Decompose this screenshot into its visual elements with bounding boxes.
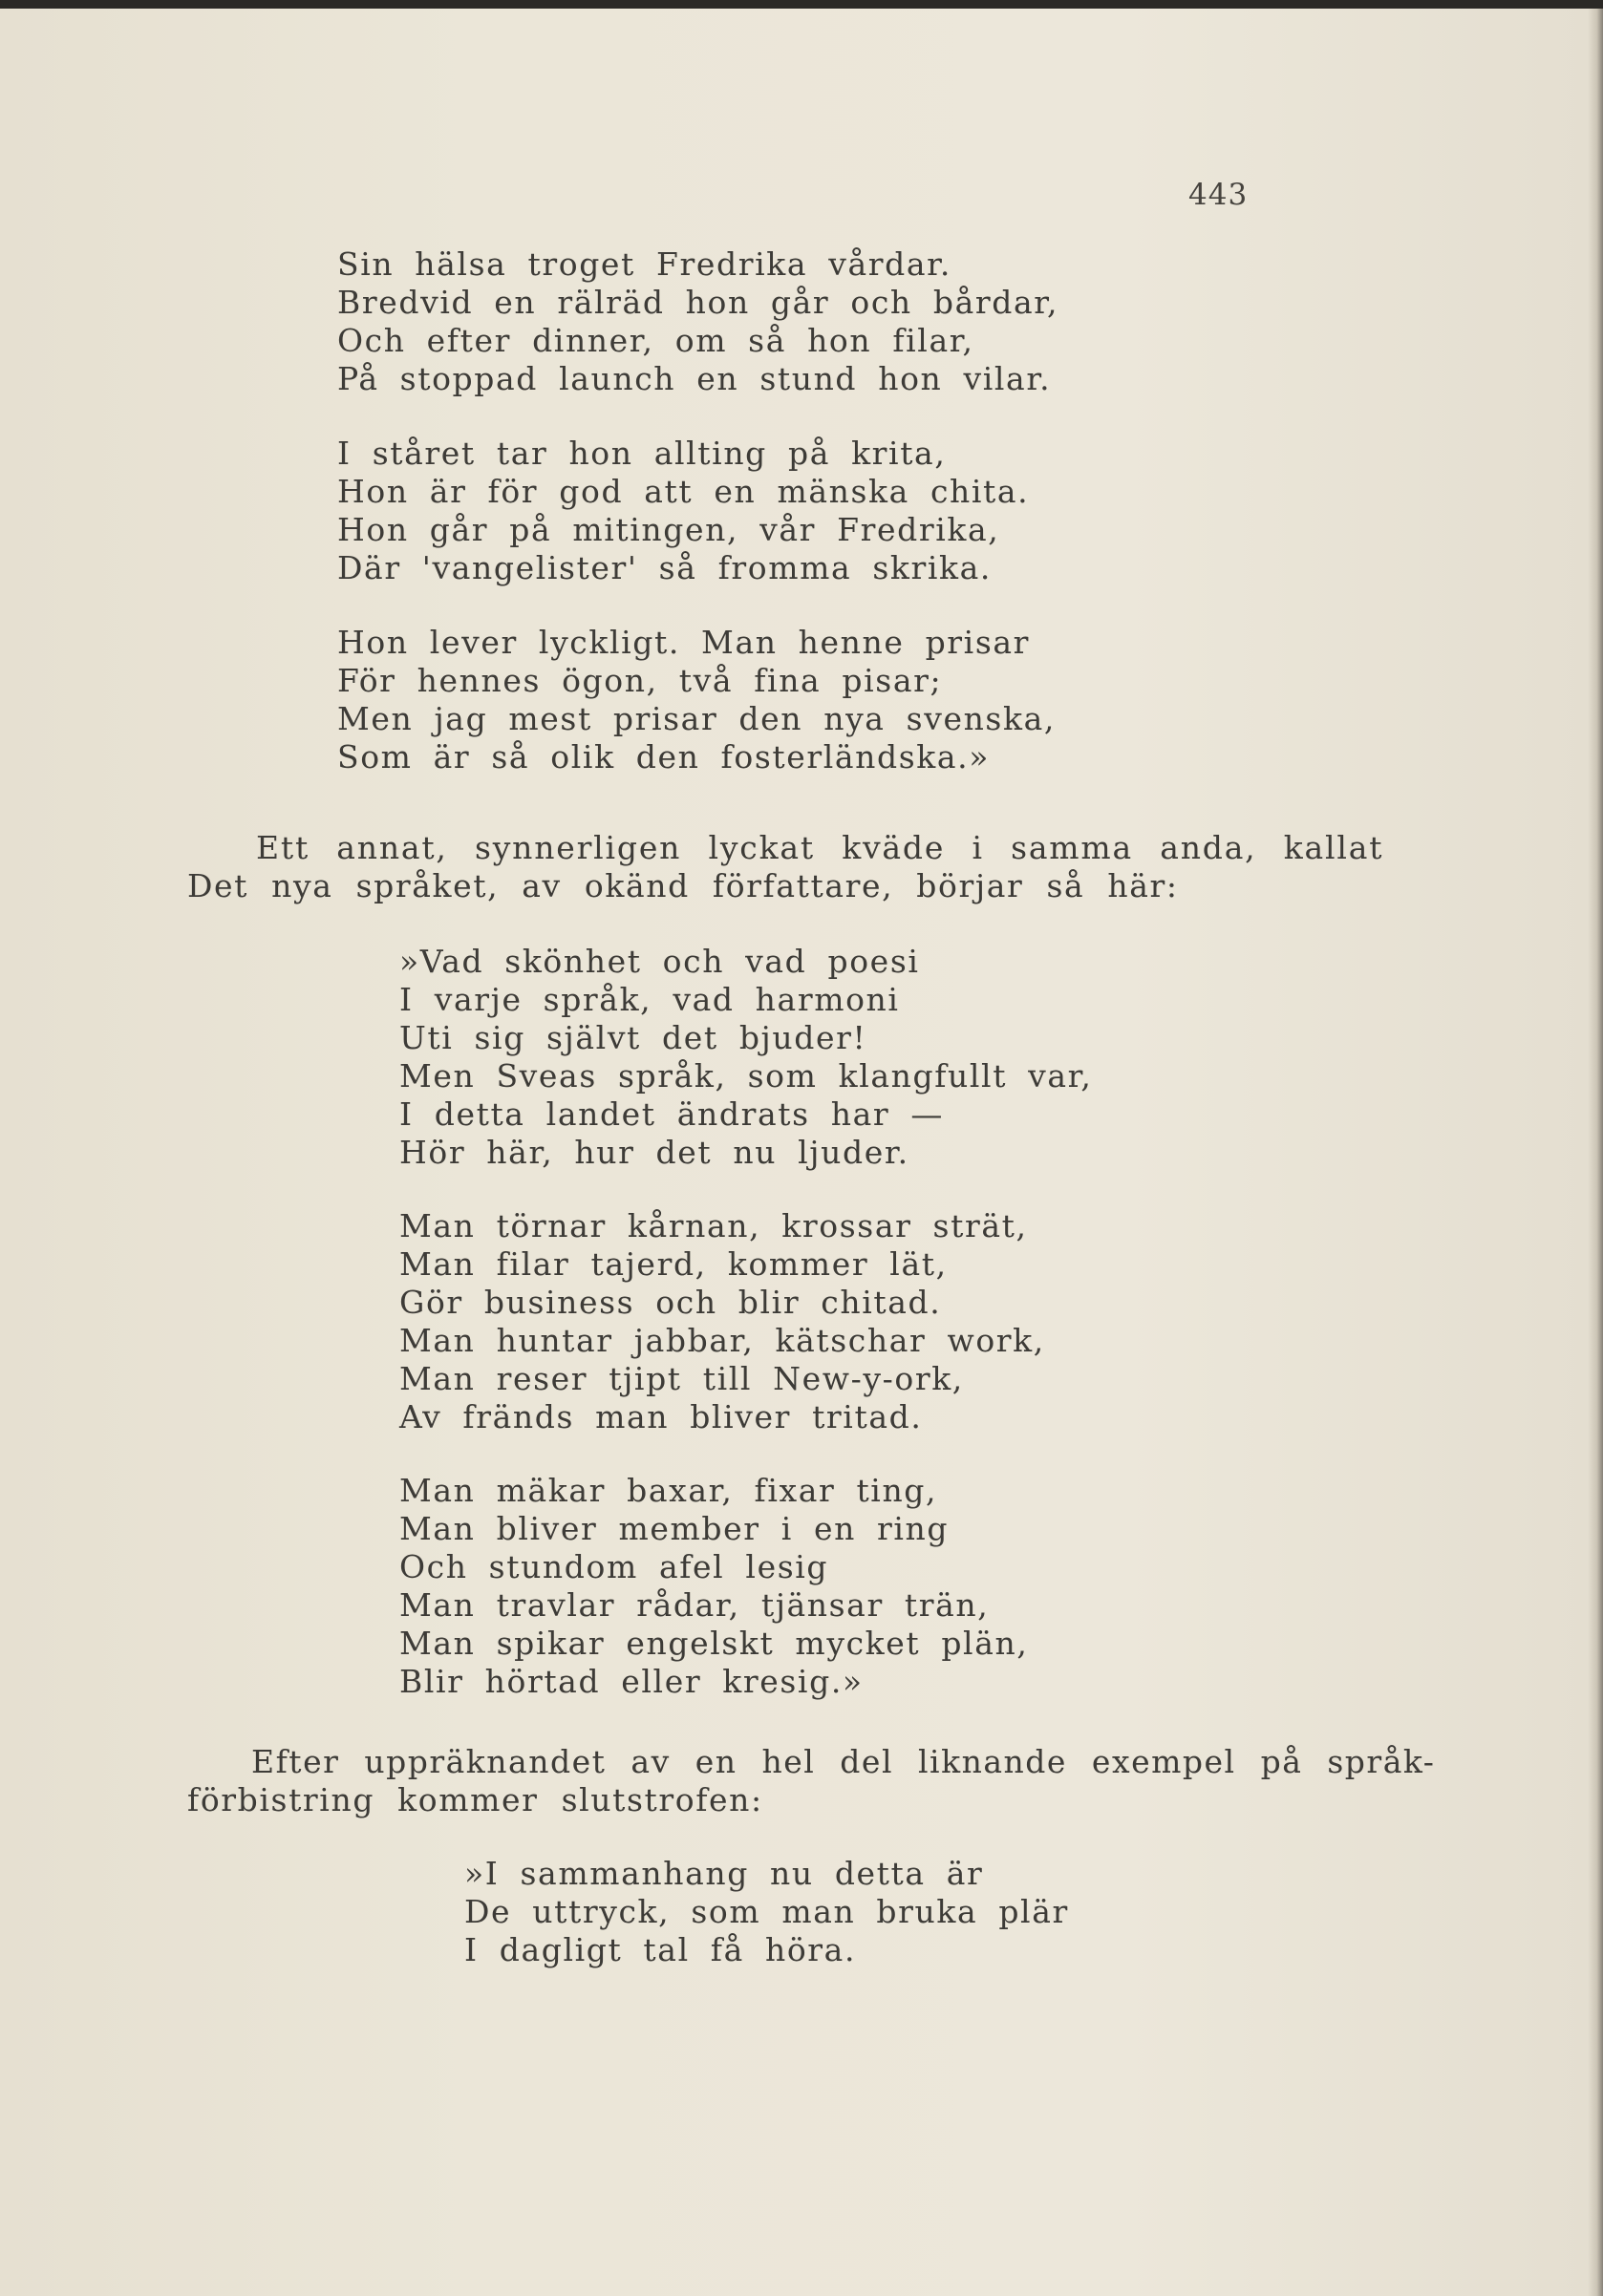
poem-line: Hon är för god att en mänska chita. <box>337 473 1030 510</box>
poem-line: Och stundom afel lesig <box>399 1548 829 1585</box>
poem-line: Hör här, hur det nu ljuder. <box>399 1134 909 1171</box>
poem-line: Och efter dinner, om så hon filar, <box>337 322 974 359</box>
poem-line: Man huntar jabbar, kätschar work, <box>399 1322 1045 1359</box>
poem-line: De uttryck, som man bruka plär <box>464 1893 1069 1930</box>
poem-line: På stoppad launch en stund hon vilar. <box>337 360 1052 397</box>
prose-line: Efter uppräknandet av en hel del liknande exempel på språk- <box>251 1743 1436 1780</box>
poem-line: Men Sveas språk, som klangfullt var, <box>399 1057 1093 1095</box>
poem-line: I detta landet ändrats har — <box>399 1095 944 1133</box>
poem-line: Man reser tjipt till New-y-ork, <box>399 1360 964 1397</box>
poem-line: Man törnar kårnan, krossar strät, <box>399 1207 1028 1244</box>
poem-line: Uti sig självt det bjuder! <box>399 1019 867 1056</box>
prose-line: förbistring kommer slutstrofen: <box>187 1781 763 1818</box>
prose-line: Ett annat, synnerligen lyckat kväde i samma anda, kallat <box>256 829 1384 866</box>
poem-line: »I sammanhang nu detta är <box>464 1855 984 1892</box>
poem-line: Man spikar engelskt mycket plän, <box>399 1625 1029 1662</box>
poem-line: Hon går på mitingen, vår Fredrika, <box>337 511 1000 548</box>
top-edge-rule <box>0 0 1603 9</box>
poem-line: Av fränds man bliver tritad. <box>399 1398 923 1435</box>
poem-line: I ståret tar hon allting på krita, <box>337 435 947 472</box>
poem-line: Hon lever lyckligt. Man henne prisar <box>337 624 1031 661</box>
poem-line: Bredvid en rälräd hon går och bårdar, <box>337 284 1059 321</box>
poem-line: Men jag mest prisar den nya svenska, <box>337 700 1056 737</box>
poem-line: Där 'vangelister' så fromma skrika. <box>337 549 992 586</box>
poem-line: Som är så olik den fosterländska.» <box>337 738 991 776</box>
poem-line: I varje språk, vad harmoni <box>399 981 900 1018</box>
poem-line: »Vad skönhet och vad poesi <box>399 943 920 980</box>
poem-line: Blir hörtad eller kresig.» <box>399 1663 864 1700</box>
poem-line: För hennes ögon, två fina pisar; <box>337 662 943 699</box>
poem-line: Man travlar rådar, tjänsar trän, <box>399 1586 990 1624</box>
poem-line: Man filar tajerd, kommer lät, <box>399 1245 948 1283</box>
poem-line: Gör business och blir chitad. <box>399 1284 942 1321</box>
page-gutter-shadow <box>1588 9 1603 2296</box>
poem-line: I dagligt tal få höra. <box>464 1931 857 1968</box>
poem-line: Sin hälsa troget Fredrika vårdar. <box>337 245 951 283</box>
prose-line: Det nya språket, av okänd författare, börjar så här: <box>187 867 1179 904</box>
poem-line: Man bliver member i en ring <box>399 1510 950 1547</box>
page-number: 443 <box>1188 178 1249 212</box>
poem-line: Man mäkar baxar, fixar ting, <box>399 1472 938 1509</box>
